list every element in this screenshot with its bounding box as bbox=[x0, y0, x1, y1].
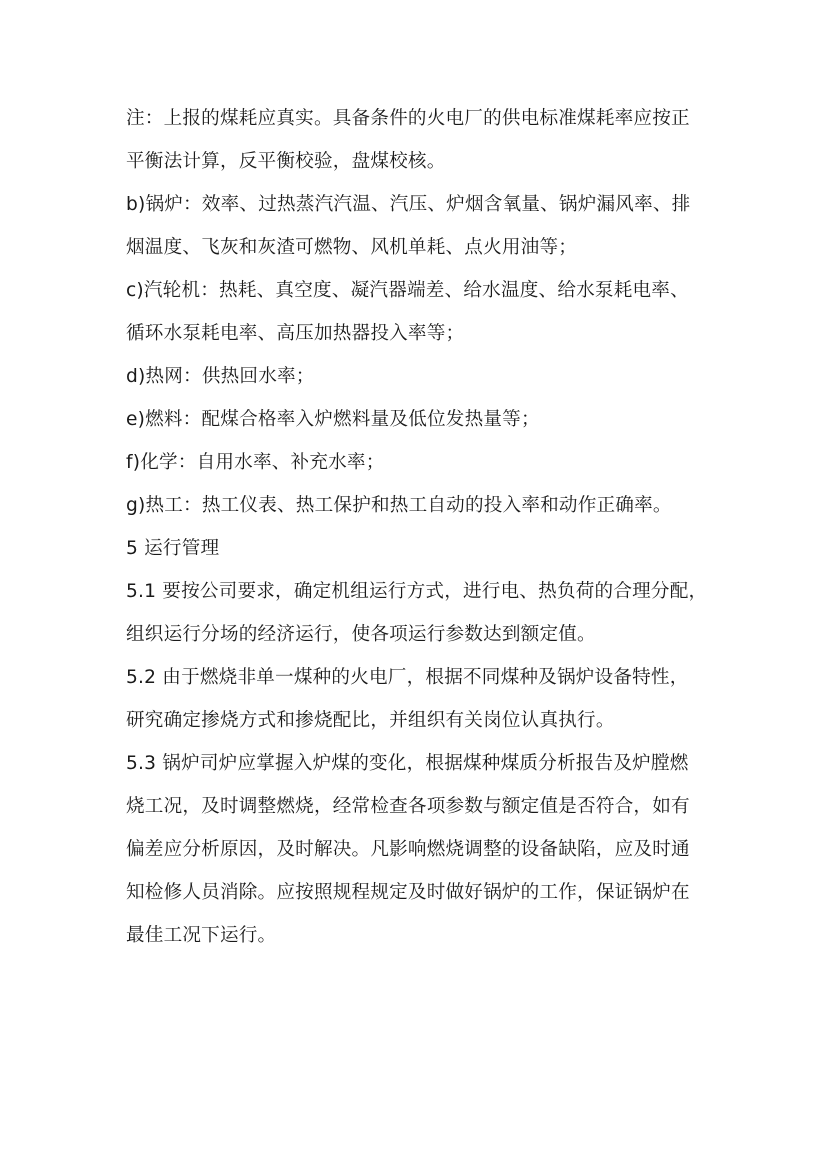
text-line: 最佳工况下运行。 bbox=[126, 925, 277, 946]
text-line: d)热网：供热回水率； bbox=[126, 366, 315, 387]
document-page bbox=[126, 97, 726, 957]
text-line: 5.3 锅炉司炉应掌握入炉煤的变化，根据煤种煤质分析报告及炉膛燃 bbox=[126, 753, 689, 774]
text-line: 注：上报的煤耗应真实。具备条件的火电厂的供电标准煤耗率应按正 bbox=[126, 108, 690, 129]
text-line: 5.1 要按公司要求，确定机组运行方式，进行电、热负荷的合理分配， bbox=[126, 581, 708, 602]
text-line: 平衡法计算，反平衡校验，盘煤校核。 bbox=[126, 151, 446, 172]
text-line: f)化学：自用水率、补充水率； bbox=[126, 452, 385, 473]
text-line: 知检修人员消除。应按照规程规定及时做好锅炉的工作，保证锅炉在 bbox=[126, 882, 690, 903]
text-line: 循环水泵耗电率、高压加热器投入率等； bbox=[126, 323, 465, 344]
text-line: 5.2 由于燃烧非单一煤种的火电厂，根据不同煤种及锅炉设备特性， bbox=[126, 667, 689, 688]
text-line: g)热工：热工仪表、热工保护和热工自动的投入率和动作正确率。 bbox=[126, 495, 672, 516]
text-line: 烟温度、飞灰和灰渣可燃物、风机单耗、点火用油等； bbox=[126, 237, 578, 258]
text-line: 组织运行分场的经济运行，使各项运行参数达到额定值。 bbox=[126, 624, 596, 645]
text-line: c)汽轮机：热耗、真空度、凝汽器端差、给水温度、给水泵耗电率、 bbox=[126, 280, 689, 301]
section-heading: 5 运行管理 bbox=[126, 538, 220, 559]
text-line: e)燃料：配煤合格率入炉燃料量及低位发热量等； bbox=[126, 409, 540, 430]
text-line: 偏差应分析原因，及时解决。凡影响燃烧调整的设备缺陷，应及时通 bbox=[126, 839, 690, 860]
text-line: b)锅炉：效率、过热蒸汽汽温、汽压、炉烟含氧量、锅炉漏风率、排 bbox=[126, 194, 691, 215]
text-line: 烧工况，及时调整燃烧，经常检查各项参数与额定值是否符合，如有 bbox=[126, 796, 690, 817]
text-line: 研究确定掺烧方式和掺烧配比，并组织有关岗位认真执行。 bbox=[126, 710, 615, 731]
